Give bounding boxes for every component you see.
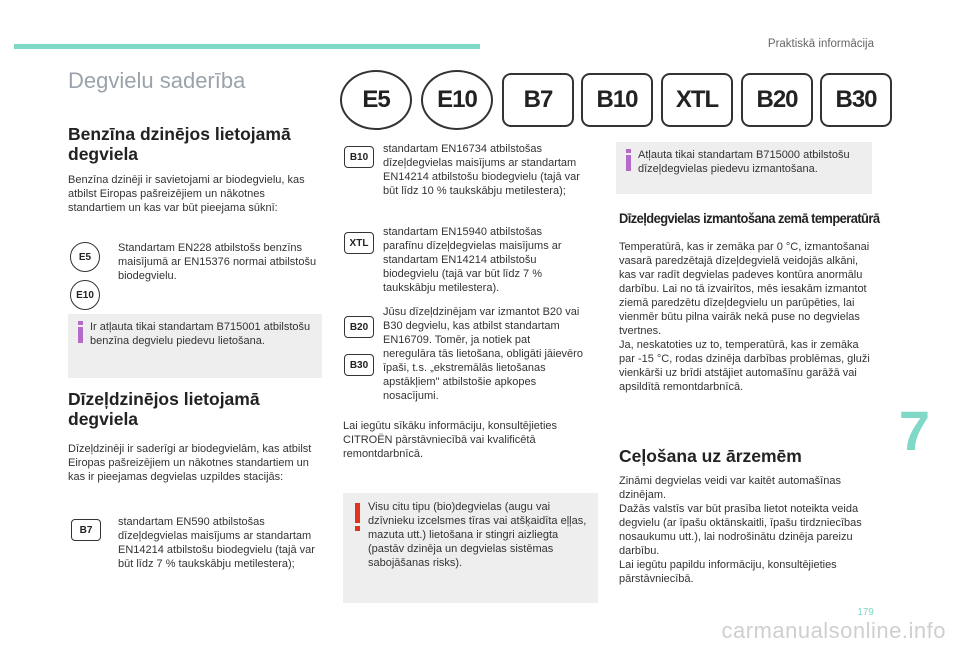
header-bar (14, 44, 480, 49)
xtl-text: standartam EN15940 atbilstošas parafīnu dīzeļdegvielas maisījums ar standartam EN14214 atbilstošu biodegvielu (tajā var būt līdz 7 % taukskābju metilestera). (383, 226, 562, 294)
chapter-number: 7 (898, 399, 930, 462)
badge-b7: B7 (71, 519, 101, 541)
warning-text: Visu citu tipu (bio)degvielas (augu vai dzīvnieku izcelsmes tīras vai atšķaidīta eļļas, mazuta utt.) lietošana ir stingri aizliegta (pastāv dzinēja un degvielas sistēmas sabojāšanas risks). (368, 501, 587, 569)
badge-b10: B10 (344, 146, 374, 168)
petrol-standard-text: Standartam EN228 atbilstošs benzīns maisījumā ar EN15376 normai atbilstošu biodegvielu. (118, 242, 317, 282)
diesel-info-text: Atļauta tikai standartam B715000 atbilstošu dīzeļdegvielas piedevu izmantošana. (638, 149, 850, 175)
petrol-intro: Benzīna dzinēji ir savietojami ar biodegvielu, kas atbilst Eiropas pašreizējiem un nākotnes standartiem un kas var būt pieejama sūknī: (68, 174, 305, 214)
warning-box (343, 493, 598, 603)
b7-text: standartam EN590 atbilstošas dīzeļdegvielas maisījums ar standartam EN14214 atbilstošu biodegvielu (tajā var būt līdz 7 % taukskābju metilestera); (118, 516, 315, 570)
fuel-badge-b30: B30 (820, 73, 892, 127)
fuel-badge-b10: B10 (581, 73, 653, 127)
watermark: carmanualsonline.info (721, 618, 946, 643)
low-temp-text: Temperatūrā, kas ir zemāka par 0 °C, izmantošanai vasarā paredzētajā dīzeļdegvielā veidojās alkāni, kas var radīt degvielas padeves kontūra anormālu darbību. Lai no tā izvairītos, mēs iesakām izmantot ziemā paredzētu dīzeļdegvielu un parūpēties, lai vienmēr būtu pilna vairāk nekā puse no degvielas tvertnes. Ja, neskatoties uz to, temperatūrā, kas ir zemāka par -15 °C, rodas dzinēja darbības problēmas, gluži vienkārši uz brīdi atstājiet automašīnu garāžā vai apsildītā remontdarbnīcā. (619, 241, 870, 393)
abroad-text: Zināmi degvielas veidi var kaitēt automašīnas dzinējam. Dažās valstīs var būt prasība lietot noteikta veida degvielu (ar īpašu oktānskaitli, īpašu tirdzniecības nosaukumu utt.), lai nodrošinātu dzinēja pareizu darbību. Lai iegūtu papildu informāciju, konsultējieties pārstāvniecībā. (619, 475, 862, 585)
badge-e5: E5 (70, 242, 100, 272)
diesel-intro: Dīzeļdzinēji ir saderīgi ar biodegvielām, kas atbilst Eiropas pašreizējiem un nākotnes standartiem un kas ir pieejamas degvielas uzpildes stacijās: (68, 443, 312, 483)
abroad-heading: Ceļošana uz ārzemēm (619, 446, 802, 466)
badge-e10: E10 (70, 280, 100, 310)
fuel-badge-b20: B20 (741, 73, 813, 127)
badge-xtl: XTL (344, 232, 374, 254)
more-info-text: Lai iegūtu sīkāku informāciju, konsultējieties CITROËN pārstāvniecībā vai kvalificētā remontdarbnīcā. (343, 420, 558, 460)
fuel-badge-b7: B7 (502, 73, 574, 127)
section-title: Degvielu saderība (68, 68, 246, 93)
b10-text: standartam EN16734 atbilstošas dīzeļdegvielas maisījums ar standartam EN14214 atbilstošu biodegvielu (tajā var būt līdz 10 % taukskābju metilestera); (383, 143, 580, 197)
petrol-info-box (68, 314, 322, 378)
badge-b20: B20 (344, 316, 374, 338)
fuel-badge-xtl: XTL (661, 73, 733, 127)
diesel-heading: Dīzeļdzinējos lietojamā degviela (68, 389, 260, 429)
petrol-info-text: Ir atļauta tikai standartam B715001 atbilstošu benzīna degvielu piedevu lietošana. (90, 321, 311, 347)
fuel-badge-e10: E10 (421, 70, 493, 130)
diesel-info-box (616, 142, 872, 194)
info-icon (77, 321, 85, 345)
info-icon (625, 149, 633, 173)
badge-b30: B30 (344, 354, 374, 376)
petrol-heading: Benzīna dzinējos lietojamā degviela (68, 124, 291, 164)
warning-icon (355, 503, 361, 533)
fuel-badge-e5: E5 (340, 70, 412, 130)
low-temp-heading: Dīzeļdegvielas izmantošana zemā temperatūrā (619, 210, 880, 226)
page-header-title: Praktiskā informācija (767, 38, 874, 50)
page-number: 179 (857, 607, 874, 618)
b20-b30-text: Jūsu dīzeļdzinējam var izmantot B20 vai B30 degvielu, kas atbilst standartam EN16709. Tomēr, ja notiek pat neregulāra tās lietošana, obligāti jāievēro īpaši, t.s. „ekstremālās lietošanas apstākļiem" atbilstošie apkopes nosacījumi. (383, 306, 583, 402)
